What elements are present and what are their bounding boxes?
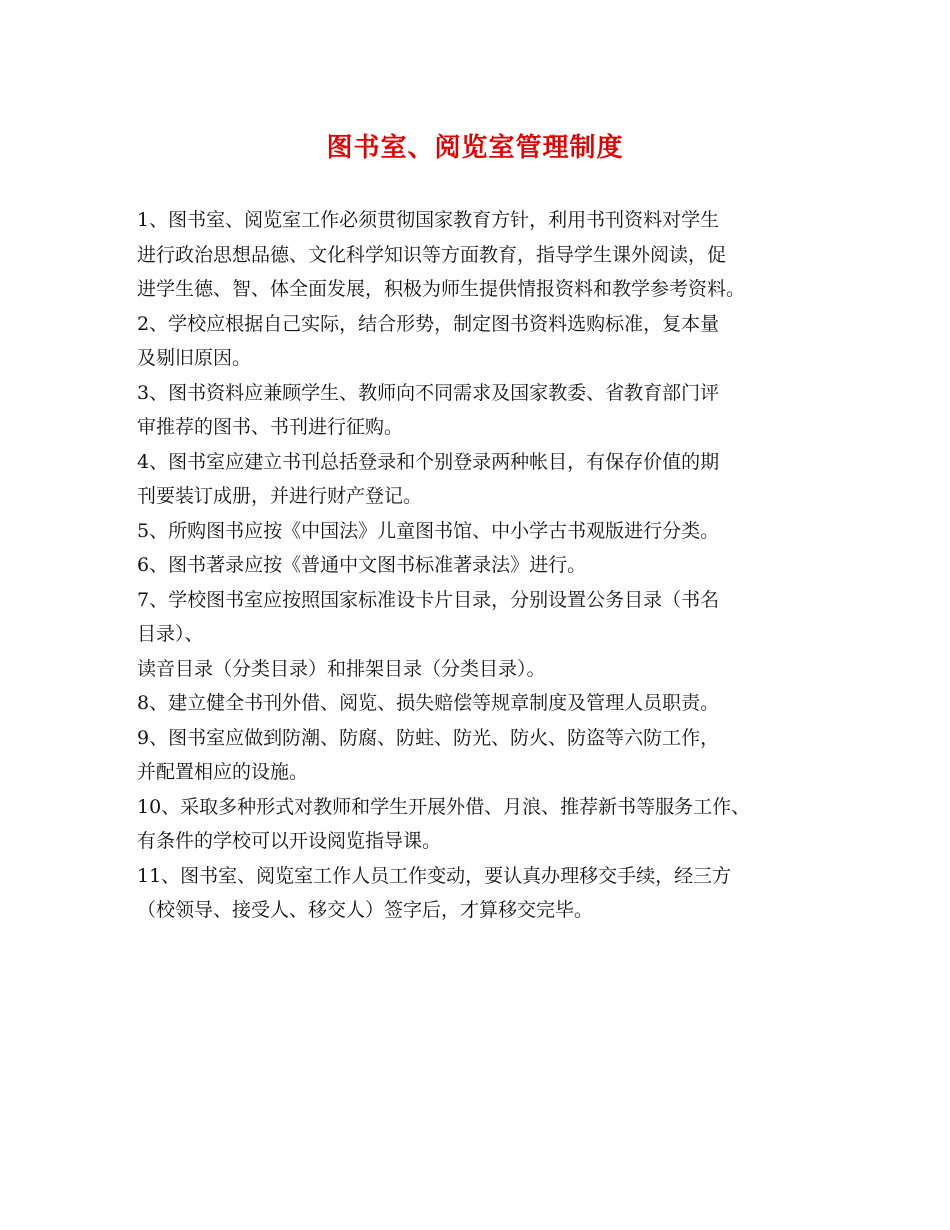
text-line: 5、所购图书应按《中国法》儿童图书馆、中小学古书观版进行分类。: [137, 519, 720, 542]
text-line: 进行政治思想品德、文化科学知识等方面教育，指导学生课外阅读，促: [137, 243, 727, 266]
text-line: 11、图书室、阅览室工作人员工作变动，要认真办理移交手续，经三方: [137, 864, 732, 887]
text-line: 4、图书室应建立书刊总括登录和个别登录两种帐目，有保存价值的期: [137, 450, 720, 473]
text-line: 2、学校应根据自己实际，结合形势，制定图书资料选购标准，复本量: [137, 312, 720, 335]
text-line: 目录）、: [137, 623, 204, 645]
text-line: 审推荐的图书、书刊进行征购。: [137, 416, 404, 438]
text-line: 7、学校图书室应按照国家标准设卡片目录，分别设置公务目录（书名: [137, 588, 720, 611]
text-line: 刊要装订成册，并进行财产登记。: [137, 485, 423, 507]
text-line: （校领导、接受人、移交人）签字后，才算移交完毕。: [137, 899, 594, 921]
document-body: [137, 203, 827, 928]
text-line: 9、图书室应做到防潮、防腐、防蛀、防光、防火、防盗等六防工作，: [137, 726, 720, 749]
text-line: 及剔旧原因。: [137, 347, 252, 369]
text-line: 并配置相应的设施。: [137, 761, 309, 783]
text-line: 进学生德、智、体全面发展，积极为师生提供情报资料和教学参考资料。: [137, 278, 746, 300]
text-line: 3、图书资料应兼顾学生、教师向不同需求及国家教委、省教育部门评: [137, 381, 720, 404]
document-title: 图书室、阅览室管理制度: [326, 133, 624, 163]
text-line: 6、图书著录应按《普通中文图书标准著录法》进行。: [137, 554, 587, 576]
text-line: 8、建立健全书刊外借、阅览、损失赔偿等规章制度及管理人员职责。: [137, 692, 720, 714]
text-line: 读音目录（分类目录）和排架目录（分类目录）。: [137, 657, 546, 680]
text-line: 有条件的学校可以开设阅览指导课。: [137, 830, 442, 852]
text-line: 1、图书室、阅览室工作必须贯彻国家教育方针，利用书刊资料对学生: [137, 209, 720, 231]
text-line: 10、采取多种形式对教师和学生开展外借、月浪、推荐新书等服务工作、: [137, 795, 751, 818]
